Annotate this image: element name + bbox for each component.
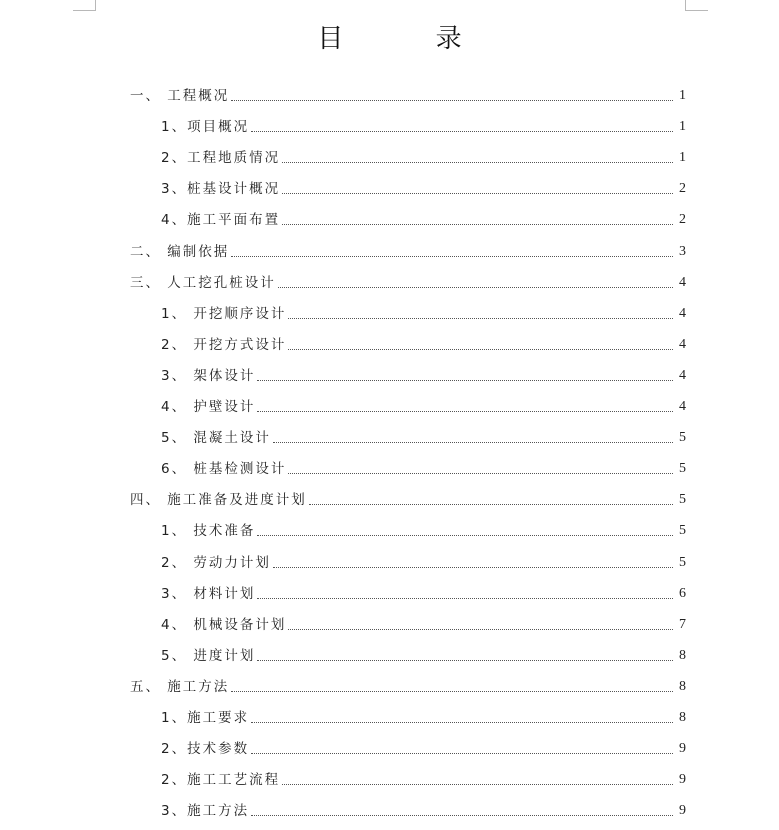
toc-leader-dots: [282, 192, 673, 194]
toc-entry-page-number: 5: [679, 492, 686, 508]
crop-mark-top-left: [73, 0, 96, 11]
toc-entry-page-number: 9: [679, 803, 686, 819]
toc-entry-page-number: 2: [679, 181, 686, 197]
toc-leader-dots: [278, 286, 673, 288]
toc-title: 目 录: [317, 24, 504, 54]
toc-leader-dots: [231, 255, 673, 257]
toc-entry-page-number: 8: [679, 647, 686, 663]
toc-entry-label: 2、工程地质情况: [161, 150, 281, 167]
toc-entry-label: 5、 混凝土设计: [161, 430, 271, 447]
toc-entry-page-number: 8: [679, 710, 686, 725]
toc-entry-page-number: 5: [679, 461, 686, 477]
toc-entry[interactable]: [161, 702, 686, 726]
toc-entry-label: 3、施工方法: [161, 803, 250, 820]
toc-entry-label: 4、施工平面布置: [161, 212, 281, 229]
toc-entry-label: 2、 开挖方式设计: [161, 336, 287, 353]
toc-entry[interactable]: [161, 515, 686, 539]
toc-entry-page-number: 4: [679, 367, 686, 383]
toc-entry-page-number: 5: [679, 430, 686, 446]
toc-entry-page-number: 6: [679, 585, 686, 601]
toc-leader-dots: [257, 410, 673, 412]
toc-entry-page-number: 9: [679, 772, 686, 788]
toc-entry[interactable]: [161, 142, 686, 166]
toc-leader-dots: [273, 441, 673, 443]
toc-entry[interactable]: [161, 422, 686, 446]
toc-leader-dots: [288, 472, 673, 474]
toc-entry[interactable]: [161, 640, 686, 664]
toc-entry[interactable]: [161, 733, 686, 757]
toc-entry-page-number: 8: [679, 678, 686, 694]
toc-entry-label: 四、 施工准备及进度计划: [130, 492, 307, 509]
toc-leader-dots: [288, 317, 673, 319]
toc-entry[interactable]: [161, 578, 686, 602]
crop-mark-top-right: [685, 0, 708, 11]
toc-entry[interactable]: [161, 204, 686, 228]
toc-entry-label: 1、 开挖顺序设计: [161, 305, 287, 322]
toc-entry-label: 1、 技术准备: [161, 523, 256, 540]
toc-entry-label: 3、桩基设计概况: [161, 181, 281, 198]
toc-entry-label: 4、 机械设备计划: [161, 616, 287, 633]
toc-leader-dots: [282, 783, 673, 785]
toc-entry-page-number: 1: [679, 150, 686, 166]
toc-entry-page-number: 5: [679, 554, 686, 570]
toc-leader-dots: [251, 814, 673, 816]
toc-entry-label: 1、项目概况: [161, 119, 250, 136]
toc-entry-label: 三、 人工挖孔桩设计: [130, 274, 276, 291]
toc-entry-page-number: 9: [679, 741, 686, 757]
toc-entry[interactable]: [161, 329, 686, 353]
toc-leader-dots: [257, 379, 673, 381]
toc-entry-label: 6、 桩基检测设计: [161, 461, 287, 478]
toc-entry-label: 3、 材料计划: [161, 585, 256, 602]
toc-entry-label: 4、 护壁设计: [161, 399, 256, 415]
toc-entry-label: 五、 施工方法: [130, 678, 230, 695]
toc-entry-page-number: 4: [679, 399, 686, 414]
toc-entry-page-number: 4: [679, 305, 686, 321]
toc-leader-dots: [257, 597, 673, 599]
toc-entry-page-number: 5: [679, 523, 686, 539]
toc-leader-dots: [309, 503, 673, 505]
toc-leader-dots: [288, 628, 673, 630]
toc-entry[interactable]: [130, 236, 686, 260]
toc-entry[interactable]: [130, 80, 686, 104]
toc-leader-dots: [282, 161, 673, 163]
toc-entry-label: 一、 工程概况: [130, 88, 230, 104]
toc-entry-label: 3、 架体设计: [161, 367, 256, 384]
toc-entry[interactable]: [161, 547, 686, 571]
toc-entry[interactable]: [130, 671, 686, 695]
toc-entry-page-number: 7: [679, 616, 686, 632]
toc-leader-dots: [257, 659, 673, 661]
toc-leader-dots: [288, 348, 673, 350]
toc-leader-dots: [231, 99, 673, 101]
toc-entry-label: 5、 进度计划: [161, 647, 256, 664]
toc-entry[interactable]: [161, 111, 686, 135]
toc-entry[interactable]: [130, 484, 686, 508]
toc-entry-label: 二、 编制依据: [130, 243, 230, 260]
toc-entry[interactable]: [161, 173, 686, 197]
toc-leader-dots: [251, 721, 673, 723]
toc-entry[interactable]: [161, 360, 686, 384]
toc-leader-dots: [257, 534, 673, 536]
toc-entry-page-number: 3: [679, 243, 686, 259]
toc-entry-label: 1、施工要求: [161, 710, 250, 726]
toc-entry-page-number: 4: [679, 336, 686, 352]
toc-entry[interactable]: [161, 453, 686, 477]
toc-entry-page-number: 2: [679, 212, 686, 228]
toc-entry[interactable]: [161, 764, 686, 788]
toc-entry[interactable]: [130, 267, 686, 291]
toc-entry-page-number: 1: [679, 88, 686, 103]
toc-leader-dots: [251, 130, 673, 132]
toc-leader-dots: [251, 752, 673, 754]
toc-entry-label: 2、施工工艺流程: [161, 772, 281, 789]
toc-entry-page-number: 1: [679, 119, 686, 135]
toc-entry[interactable]: [161, 391, 686, 415]
toc-entry-page-number: 4: [679, 274, 686, 290]
toc-entry[interactable]: [161, 298, 686, 322]
toc-leader-dots: [282, 223, 673, 225]
toc-entry[interactable]: [161, 795, 686, 819]
toc-leader-dots: [273, 566, 673, 568]
toc-leader-dots: [231, 690, 673, 692]
toc-entry-label: 2、 劳动力计划: [161, 554, 271, 571]
toc-entry[interactable]: [161, 609, 686, 633]
toc-entry-label: 2、技术参数: [161, 741, 250, 758]
